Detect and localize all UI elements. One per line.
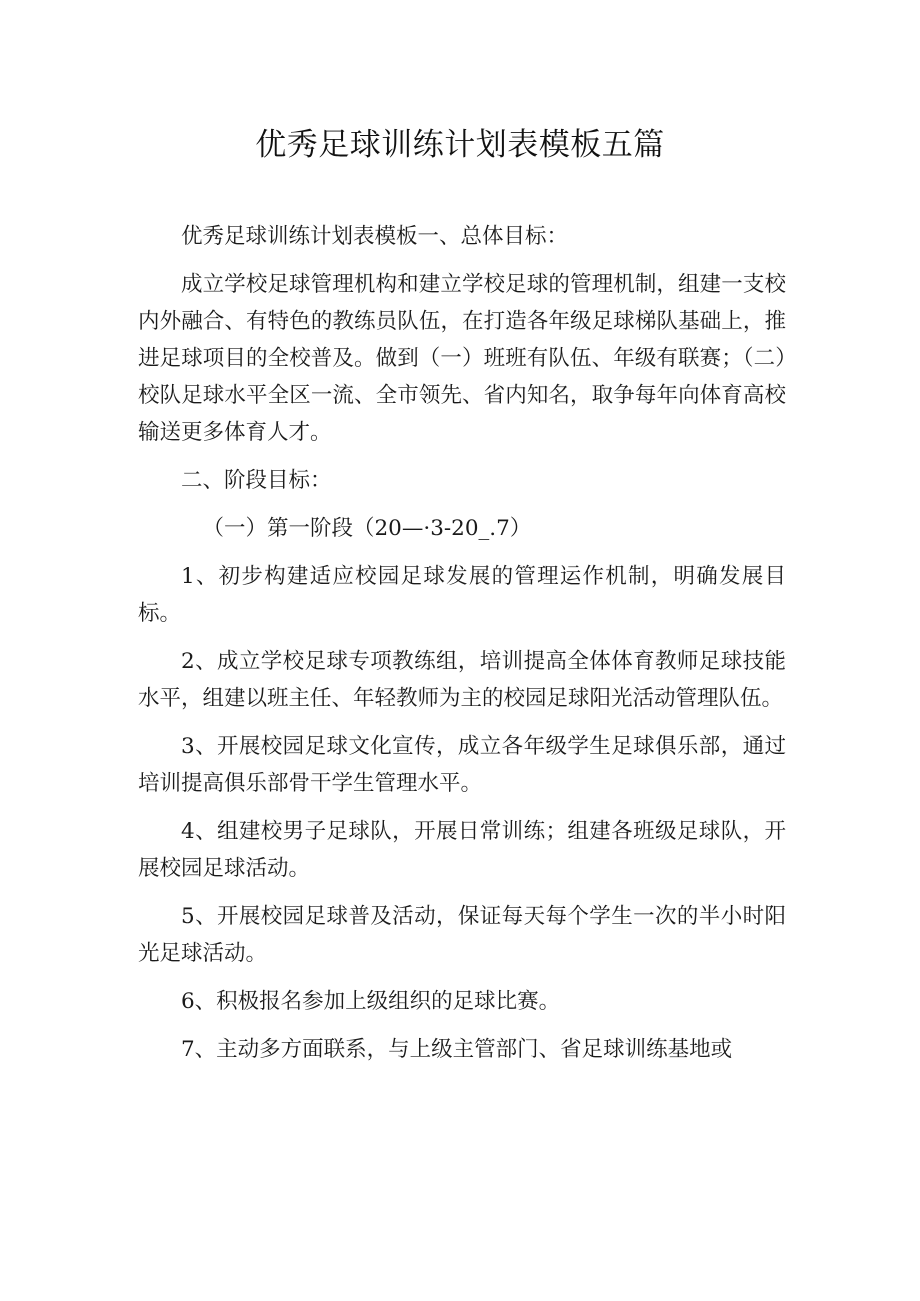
paragraph-stage-goal-heading: 二、阶段目标： <box>181 468 332 493</box>
paragraph-item-5: 5、开展校园足球普及活动，保证每天每个学生一次的半小时阳光足球活动。 <box>138 904 786 966</box>
paragraph-overall-goal-heading: 优秀足球训练计划表模板一、总体目标： <box>181 224 569 249</box>
paragraph-first-stage-heading: （一）第一阶段（20—·3-20_.7） <box>202 516 532 541</box>
document-body <box>138 218 786 1079</box>
paragraph-overall-goal-text: 成立学校足球管理机构和建立学校足球的管理机制，组建一支校内外融合、有特色的教练员队伍，在打造各年级足球梯队基础上，推进足球项目的全校普及。做到（一）班班有队伍、年级有联赛；（二）校队足球水平全区一流、全市领先、省内知名，取争每年向体育高校输送更多体育人才。 <box>138 272 786 445</box>
paragraph-item-6: 6、积极报名参加上级组织的足球比赛。 <box>181 989 561 1014</box>
paragraph-item-7: 7、主动多方面联系，与上级主管部门、省足球训练基地或 <box>181 1037 733 1062</box>
paragraph-item-1: 1、初步构建适应校园足球发展的管理运作机制，明确发展目标。 <box>138 564 786 626</box>
paragraph-item-4: 4、组建校男子足球队，开展日常训练；组建各班级足球队，开展校园足球活动。 <box>138 819 786 881</box>
paragraph-item-3: 3、开展校园足球文化宣传，成立各年级学生足球俱乐部，通过培训提高俱乐部骨干学生管理水平。 <box>138 734 786 796</box>
document-title: 优秀足球训练计划表模板五篇 <box>255 127 665 163</box>
paragraph-item-2: 2、成立学校足球专项教练组，培训提高全体体育教师足球技能水平，组建以班主任、年轻教师为主的校园足球阳光活动管理队伍。 <box>138 649 786 711</box>
